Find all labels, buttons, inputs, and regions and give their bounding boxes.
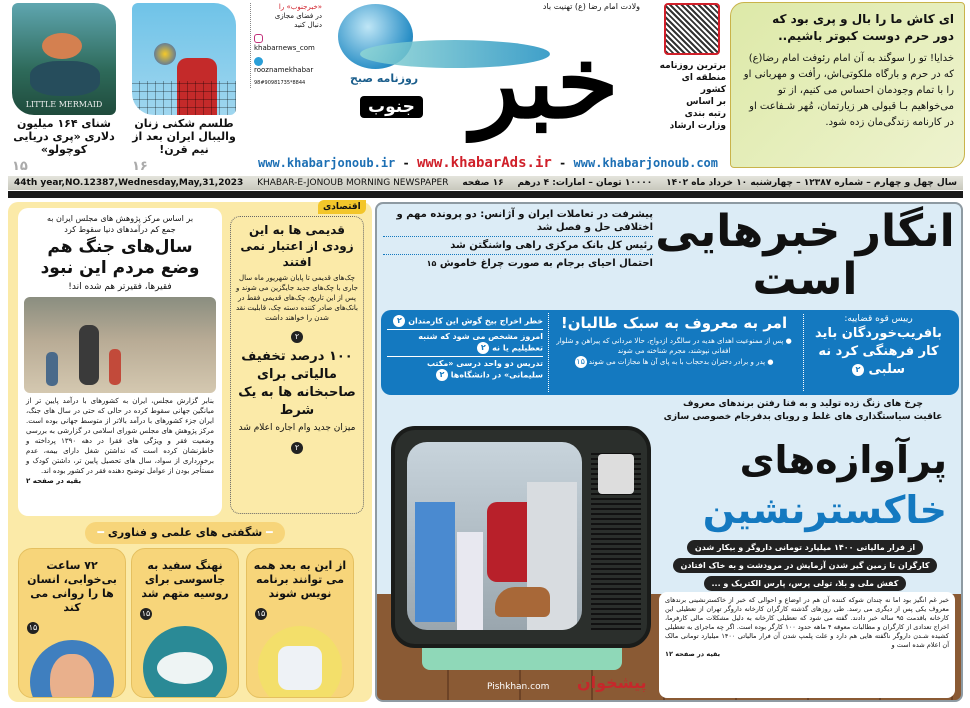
brief-page-badge: ۲ [477, 342, 489, 354]
persian-date: سال چهل و چهارم – شماره ۱۲۳۸۷ – چهارشنبه ۱۰ خرداد ماه ۱۴۰۲ [666, 178, 957, 188]
poverty-subtitle: فقیرها، فقیرتر هم شده اند! [68, 282, 172, 292]
judiciary-page-badge: ۲ [852, 364, 864, 376]
feature-body-box[interactable] [659, 592, 955, 698]
pishkhan-url[interactable]: Pishkhan.com [487, 682, 550, 692]
economy-box [230, 216, 364, 514]
url-sep: - [395, 156, 417, 170]
brief-item[interactable]: تدریس دو واحد درسی «مکتب سلیمانی» در دانشگاه‌ها [426, 359, 543, 380]
mermaid-logo-text: LITTLE MERMAID [25, 100, 103, 109]
bullet-text: پدر و برادر دختران بدحجاب با به پای آن ها مجازات می شوند [588, 358, 766, 366]
kicker-line: چرخ های زنگ زده تولید و به فنا رفتن برندهای معروف [683, 399, 923, 409]
dash-icon: ━ [97, 526, 108, 539]
volleyball-promo-image[interactable] [132, 3, 236, 115]
page-count: ۱۶ صفحه [462, 178, 504, 188]
instagram-icon [254, 34, 263, 43]
poverty-photo [24, 297, 216, 393]
card-title: نهنگ سفید به جاسوسی برای روسیه متهم شد [141, 559, 229, 600]
telegram-icon [254, 57, 263, 66]
taliban-story[interactable] [551, 313, 797, 392]
social-intro-2: در فضای مجازی [274, 12, 322, 20]
feature-kicker [653, 398, 953, 424]
cheque-headline[interactable]: قدیمی ها به این زودی از اعتبار نمی افتند [240, 223, 354, 269]
logo-tagline: روزنامه صبح [350, 72, 419, 85]
paper-name-english: KHABAR-E-JONOUB MORNING NEWSPAPER [257, 178, 449, 188]
kicker-line: عاقبت سیاستگذاری های غلط و رویای بدفرجام خصوصی سازی [663, 412, 943, 422]
side-headlines [383, 208, 653, 270]
ranking-line: وزارت ارشاد [669, 121, 726, 131]
ranking-line: بر اساس [686, 97, 726, 107]
imam-reza-quote-box [730, 2, 965, 168]
cheque-page-badge: ۲ [291, 331, 303, 343]
pishkhan-watermark: پیشخوان [577, 673, 647, 692]
economy-tag: اقتصادی [318, 200, 366, 214]
website-urls [258, 155, 718, 171]
ranking-line: منطقه ای کشور [681, 73, 726, 95]
divider-bar [8, 191, 963, 198]
science-header [85, 522, 285, 544]
judiciary-title: بافریب‌خوردگان باید کار فرهنگی کرد نه سلبی [815, 326, 942, 377]
news-bar [381, 310, 959, 395]
card-page-badge: ۱۵ [256, 608, 266, 618]
mermaid-caption[interactable]: شنای ۱۶۴ میلیون دلاری «پری دریایی کوچولو» [13, 117, 115, 156]
judiciary-kicker: رییس قوه قضاییه: [844, 314, 913, 324]
dash-icon: ━ [262, 526, 273, 539]
taliban-bullet: ● پدر و برادر دختران بدحجاب با به پای آن ها مجازات می شوند ۱۵ [576, 357, 774, 366]
feature-title-black[interactable]: پرآوازه‌های [739, 438, 947, 482]
poverty-body: بنابر گزارش مجلس، ایران به کشورهای با درآمد پایین تر از میانگین جهانی سقوط کرده در حالی که حتی در سال های جنگ، ایران جزء کشورهای با درآمد بالاتر از متوسط جهانی بوده است. مرکز پژوهش های مجلس شورای اسلامی در گزارشی به بررسی وضعیت فقر و ویژگی های فقرا در دهه ۱۳۹۰ پرداخته و خاطرنشان کرده است که نداشتن شغل دارای بیمه، عدم برخورداری از سواد، سال های تحصیل پایین تر، داشتن کودک و مستأجر بودن از عوامل توضیح دهنده فقر در کشور بوده اند. [26, 397, 214, 475]
tax-page-badge: ۲ [291, 442, 303, 454]
volleyball-caption[interactable]: طلسم شکنی زنان والیبال ایران بعد از نیم قرن! [132, 117, 236, 156]
brief-page-badge: ۲ [393, 315, 405, 327]
sms-number: 98#90981735*8844 [254, 80, 306, 86]
newspaper-logo: خبر [471, 23, 619, 141]
briefs [387, 313, 549, 392]
url-ir[interactable]: www.khabarjonoub.ir [258, 156, 396, 170]
feature-pills [655, 538, 955, 592]
brief-item[interactable]: خطر اخراج بیخ گوش این کارمندان [408, 316, 543, 326]
side-headline-cbi[interactable]: رئیس کل بانک مرکزی راهی واشنگتن شد [383, 237, 653, 255]
brief-page-badge: ۲ [436, 369, 448, 381]
taliban-page-badge: ۱۵ [576, 357, 585, 366]
qr-code[interactable] [664, 3, 720, 55]
brief-item[interactable]: امروز مشخص می شود که شنبه تعطیلیم یا نه [418, 332, 543, 353]
feature-pill: از فرار مالیاتی ۱۴۰۰ میلیارد تومانی داروگر و بیکار شدن [687, 540, 923, 555]
sleepless-face-illustration [30, 640, 114, 698]
mermaid-page-number: ۱۵ [12, 159, 28, 174]
telegram-handle[interactable]: rooznamekhabar [254, 66, 314, 74]
quote-title: ای کاش ما را بال و پری بود که دور حرم دوست کبوتر باشیم.. [772, 12, 954, 43]
feature-pill: کفش ملی و بلا، تولی پرس، پارس الکتریک و ... [704, 576, 907, 591]
ranking-line: رتبه بندی [684, 109, 726, 119]
dateline-bar [8, 176, 963, 190]
url-sep: - [551, 156, 574, 170]
mermaid-promo-image[interactable] [12, 3, 116, 115]
feature-body: خبر غم انگیز بود اما نه چندان شوکه کننده آن هم در اوضاع و احوالی که خبر از خاکسترنشینی برندهای معروف یکی پس از دیگری می رسد. طی روزهای گذشته کارگران کارخانه داروگر تهران از تعطیلی این کارخانه باقدمت ۹۵ ساله خبر دادند. گفته می شود که تعطیلی کارخانه به دلیل مشکلات مالی کارفرما، اخراج تعدادی از کارگران و مطالبات معوقه ۴ ماهه حدود ۱۰۰ کارگر بوده است. اگر چه ماجرای به تعطیلی کشیده شـدن داروگر ناگفته هایی هم دارد و علت پلمپ شدن آن فرار مالیاتی ۱۴۰۰ میلیارد تومانی مالک آن اعلام شده است و [665, 596, 949, 649]
retro-tv-image [391, 426, 651, 648]
taliban-bullet: ● پس از ممنوعیت اهدای هدیه در سالگرد ازدواج، حالا مردانی که پیراهن و شلوار افغانی نپوشند، مجرم شناخته می شوند [556, 337, 792, 355]
volleyball-page-number: ۱۶ [132, 159, 148, 174]
tax-headline[interactable]: ۱۰۰ درصد تخفیف مالیاتی برای صاحبخانه ها به یک شرط [238, 349, 356, 418]
poverty-story[interactable] [18, 208, 222, 516]
card-title: از این به بعد همه می توانند برنامه نویس شوند [253, 559, 347, 600]
feature-pill: کارگران تا زمین گیر شدن آزمایش در مرودشت و به خاک افتادن [673, 558, 938, 573]
bullet-text: پس از ممنوعیت اهدای هدیه در سالگرد ازدواج، حالا مردانی که پیراهن و شلوار افغانی نپوشند، مجرم شناخته می شوند [556, 337, 784, 355]
robot-illustration [258, 626, 342, 698]
ranking-text [654, 60, 726, 132]
price: ۱۰۰۰۰ تومان – امارات: ۴ درهم [517, 178, 653, 188]
cheque-body: چک‌های قدیمی تا پایان شهریور ماه سال جاری با چک‌های جدید جایگزین می شوند و پس از این تاریخ، چک‌های قدیمی فقط در بانک‌های صادر کننده دسته چک، قابلیت نقد شدن را خواهند داشت [235, 274, 358, 322]
poverty-kicker: بر اساس مرکز پژوهش های مجلس ایران به جمع کم درآمدهای دنیا سقوط کرد [46, 214, 194, 234]
main-story-area [375, 202, 963, 702]
greeting-line: ولادت امام رضا (ع) تهنیت باد [542, 2, 640, 11]
main-headline[interactable]: انگار خبرهایی است [655, 206, 955, 305]
social-block [250, 3, 322, 88]
poverty-continued[interactable]: بقیه در صفحه ۲ [26, 477, 82, 485]
social-intro-1: «خبرجنوب» را [278, 3, 322, 11]
taliban-title: امر به معروف به سبک طالبان! [560, 314, 788, 332]
instagram-handle[interactable]: khabarnews_com [254, 43, 315, 52]
card-title: ۷۲ ساعت بی‌خوابی، انسان ها را روانی می کند [27, 559, 117, 614]
science-card-programmers[interactable] [246, 548, 354, 698]
social-intro-3: دنبال کنید [294, 21, 322, 29]
side-page: ۱۵ [426, 259, 437, 268]
poverty-headline: سال‌های جنگ هم وضع مردم این نبود [40, 237, 200, 278]
url-ads[interactable]: www.khabarAds.ir [416, 155, 552, 171]
feature-continued[interactable]: بقیه در صفحه ۱۲ [665, 650, 721, 658]
judiciary-story[interactable] [803, 314, 953, 391]
side-headline-iaea[interactable]: پیشرفت در تعاملات ایران و آژانس: دو پرونده مهم و اختلافی حل و فصل شد [383, 208, 653, 237]
whale-illustration [143, 626, 227, 698]
side-headline-jcpoa[interactable]: احتمال احیای برجام به صورت چراغ خاموش [439, 258, 653, 269]
tv-base [422, 648, 622, 670]
science-card-sleep[interactable] [18, 548, 126, 698]
science-header-label: شگفتی های علمی و فناوری [107, 526, 263, 539]
english-date: 44th year,NO.12387,Wednesday,May,31,2023 [14, 178, 244, 188]
feature-title-blue[interactable]: خاکسترنشین [702, 488, 947, 532]
loan-subhead: میزان جدید وام اجاره اعلام شد [238, 423, 356, 433]
science-card-whale[interactable] [131, 548, 239, 698]
quote-body: خدایا! تو را سوگند به آن امام رئوفت امام رضا(ع) که در حرم و بارگاه ملکوتی‌اش، رأفت و مهربانی او را با تمام وجودمان احساس می کنیم، از تو می‌خواهیم بـا قبولی هر زیارتمان، مُهر شـفاعت او در کارنامه زندگی‌مان زده شود. [743, 53, 954, 128]
card-page-badge: ۱۵ [141, 608, 151, 618]
logo-sub: جنوب [360, 96, 423, 118]
ranking-line: برترین روزنامه [659, 61, 726, 71]
url-com[interactable]: www.khabarjonoub.com [573, 156, 719, 170]
card-page-badge: ۱۵ [28, 622, 38, 632]
